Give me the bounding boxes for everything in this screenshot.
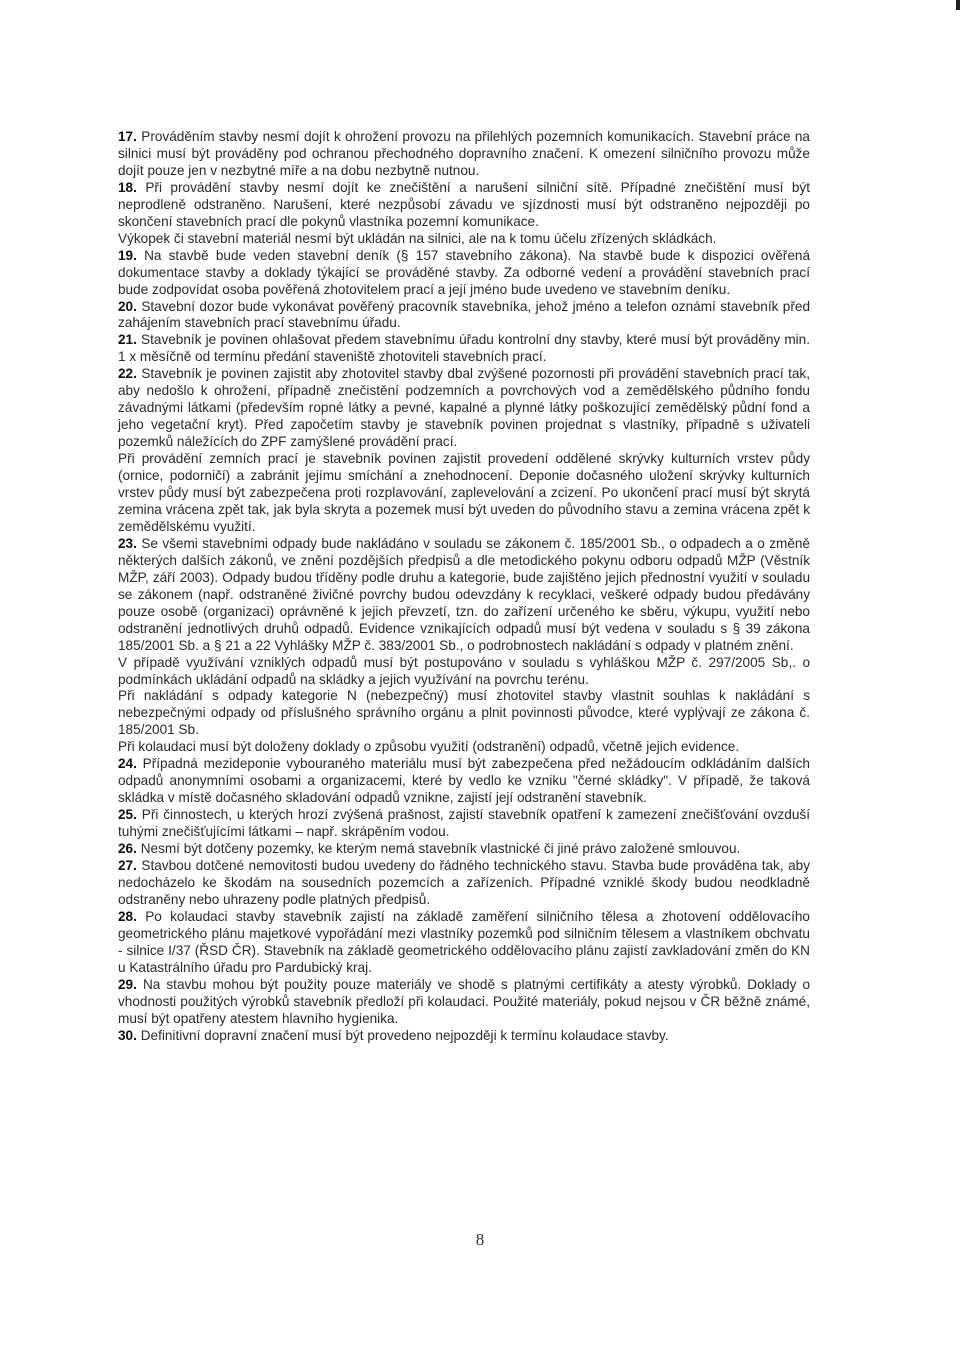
paragraph-number: 18.	[118, 179, 137, 195]
paragraph-text: Stavebník je povinen ohlašovat předem stavebnímu úřadu kontrolní dny stavby, které musí být prováděny min. 1 x měsíčně od termínu předání staveniště zhotoviteli stavebních prací.	[118, 332, 810, 365]
paragraph-text: Při provádění stavby nesmí dojít ke znečištění a narušení silniční sítě. Případné znečištění musí být neprodleně odstraněno. Narušení, které nezpůsobí závadu ve sjízdnosti musí být odstraněno nejpozději po skončení stavebních prací dle pokynů vlastníka pozemní komunikace.	[118, 179, 810, 229]
paragraph	[118, 129, 810, 180]
paragraph-text: Po kolaudaci stavby stavebník zajistí na základě zaměření silničního tělesa a zhotovení oddělovacího geometrického plánu majetkové vypořádání mezi vlastníky pozemků pod silničním tělesem a vlastníkem obchvatu - silnice I/37 (ŘSD ČR). Stavebník na základě geometrického oddělovacího plánu zajistí zavkladování změn do KN u Katastrálního úřadu pro Pardubický kraj.	[118, 908, 810, 975]
paragraph	[118, 858, 810, 909]
paragraph-text: Prováděním stavby nesmí dojít k ohrožení provozu na přilehlých pozemních komunikacích. Stavební práce na silnici musí být prováděny pod ochranou přechodného dopravního značení. K omezení silničního provozu může dojít pouze jen v nezbytné míře a na dobu nezbytně nutnou.	[118, 129, 810, 178]
page-number: 8	[475, 1230, 485, 1249]
paragraph	[118, 1028, 810, 1045]
paragraph-number: 22.	[118, 366, 137, 382]
paragraph	[118, 451, 810, 536]
paragraph-number: 26.	[118, 841, 137, 857]
paragraph-number: 21.	[118, 332, 137, 348]
document-body	[118, 129, 810, 1044]
paragraph	[118, 807, 810, 841]
paragraph	[118, 332, 810, 366]
paragraph	[118, 977, 810, 1028]
paragraph-text: Při nakládání s odpady kategorie N (nebezpečný) musí zhotovitel stavby vlastnit souhlas k nakládání s nebezpečnými odpady od příslušného správního orgánu a plnit povinnosti původce, které vyplývají ze zákona č. 185/2001 Sb.	[118, 688, 810, 738]
paragraph	[118, 299, 810, 333]
paragraph-number: 29.	[118, 976, 137, 992]
paragraph-number: 28.	[118, 908, 137, 924]
paragraph-text: Při kolaudaci musí být doloženy doklady o způsobu využití (odstranění) odpadů, včetně jejich evidence.	[118, 739, 740, 755]
paragraph-number: 17.	[118, 129, 137, 144]
paragraph	[118, 366, 810, 451]
paragraph-text: Výkopek či stavební materiál nesmí být ukládán na silnici, ale na k tomu účelu zřízených skládkách.	[118, 230, 717, 246]
paragraph	[118, 231, 810, 248]
paragraph-text: Při činnostech, u kterých hrozí zvýšená prašnost, zajistí stavebník opatření k zamezení znečišťování ovzduší tuhými znečišťujícími látkami – např. skrápěním vodou.	[118, 807, 811, 840]
paragraph	[118, 688, 810, 739]
paragraph-text: Stavebník je povinen zajistit aby zhotovitel stavby dbal zvýšené pozornosti při provádění stavebních prací tak, aby nedošlo k ohrožení, případně znečistění podzemních a povrchových vod a zemědělského půdního fondu závadnými látkami (především ropné látky a pevné, kapalné a plynné látky poškozující zemědělský půdní fond a jeho vegetační kryt). Před započetím stavby je stavebník povinen projednat s vlastníky, případně s uživateli pozemků náležících do ZPF zamýšlené provádění prací.	[118, 366, 810, 450]
paragraph-text: Na stavbě bude veden stavební deník (§ 157 stavebního zákona). Na stavbě bude k dispozici ověřená dokumentace stavby a doklady týkající se prováděné stavby. Za odborné vedení a provádění stavebních prací bude zodpovídat osoba pověřená zhotovitelem prací a její jméno bude uvedeno ve stavebním deníku.	[118, 247, 811, 297]
paragraph-number: 23.	[118, 535, 137, 551]
paragraph	[118, 536, 810, 655]
paragraph-text: Definitivní dopravní značení musí být provedeno nejpozději k termínu kolaudace stavby.	[140, 1027, 669, 1043]
paragraph	[118, 180, 810, 231]
paragraph-number: 24.	[118, 756, 137, 772]
paragraph	[118, 739, 810, 756]
paragraph-text: Stavbou dotčené nemovitosti budou uvedeny do řádného technického stavu. Stavba bude prováděna tak, aby nedocházelo ke škodám na sousedních pozemcích a zařízeních. Případné vzniklé škody budou neodkladně odstraněny nebo uhrazeny podle platných předpisů.	[118, 857, 811, 907]
paragraph-number: 20.	[118, 298, 137, 314]
paragraph-number: 25.	[118, 807, 137, 823]
paragraph-text: Na stavbu mohou být použity pouze materiály ve shodě s platnými certifikáty a atesty výrobků. Doklady o vhodnosti použitých výrobků stavebník předloží při kolaudaci. Použité materiály, pokud nejsou v ČR běžně známé, musí být opatřeny atestem hlavního hygienika.	[118, 976, 811, 1026]
paragraph	[118, 756, 810, 807]
paragraph-text: Nesmí být dotčeny pozemky, ke kterým nemá stavebník vlastnické či jiné právo založené smlouvou.	[140, 841, 741, 857]
paragraph-number: 27.	[118, 857, 137, 873]
paragraph-number: 19.	[118, 247, 137, 263]
paragraph-text: Případná mezideponie vybouraného materiálu musí být zabezpečena před nežádoucím odkládáním dalších odpadů anonymními osobami a organizacemi, které by vedlo ke vzniku "černé skládky". V případě, že taková skládka v místě dočasného skladování odpadů vznikne, zajistí její odstranění stavebník.	[118, 756, 810, 806]
paragraph-text: V případě využívání vzniklých odpadů musí být postupováno v souladu s vyhláškou MŽP č. 297/2005 Sb,. o podmínkách ukládání odpadů na skládky a jejich využívání na povrchu terénu.	[118, 654, 810, 687]
paragraph	[118, 841, 810, 858]
paragraph-number: 30.	[118, 1027, 137, 1043]
paragraph-text: Stavební dozor bude vykonávat pověřený pracovník stavebníka, jehož jméno a telefon oznámí stavebník před zahájením stavebních prací stavebnímu úřadu.	[118, 298, 811, 331]
scan-corner-mark	[956, 0, 960, 10]
paragraph	[118, 909, 810, 977]
paragraph	[118, 655, 810, 689]
paragraph	[118, 248, 810, 299]
paragraph-text: Při provádění zemních prací je stavebník povinen zajistit provedení oddělené skrývky kulturních vrstev půdy (ornice, podorničí) a zabránit jejímu smíchání a znehodnocení. Deponie dočasného uložení skrývky kulturních vrstev půdy musí být zabezpečena proti rozplavování, zaplevelování a zcizení. Po ukončení prací musí být skrytá zemina vrácena zpět tak, jak byla skryta a pozemek musí být uveden do původního stavu a zemina vrácena zpět k zemědělskému využití.	[118, 451, 810, 534]
paragraph-text: Se všemi stavebními odpady bude nakládáno v souladu se zákonem č. 185/2001 Sb., o odpadech a o změně některých dalších zákonů, ve znění pozdějších předpisů a dle metodického pokynu odboru odpadů MŽP (Věstník MŽP, září 2003). Odpady budou tříděny podle druhu a kategorie, bude zajištěno jejich přednostní využití v souladu se zákonem (např. odstraněné živičné povrchy budou odevzdány k recyklaci, veškeré odpady budou předávány pouze osobě (organizaci) oprávněné k jejich převzetí, tzn. do zařízení určeného ke sběru, výkupu, využití nebo odstranění jednotlivých druhů odpadů. Evidence vznikajících odpadů musí být vedena v souladu s § 39 zákona 185/2001 Sb. a § 21 a 22 Vyhlášky MŽP č. 383/2001 Sb., o podrobnostech nakládání s odpady v platném znění.	[118, 535, 810, 653]
